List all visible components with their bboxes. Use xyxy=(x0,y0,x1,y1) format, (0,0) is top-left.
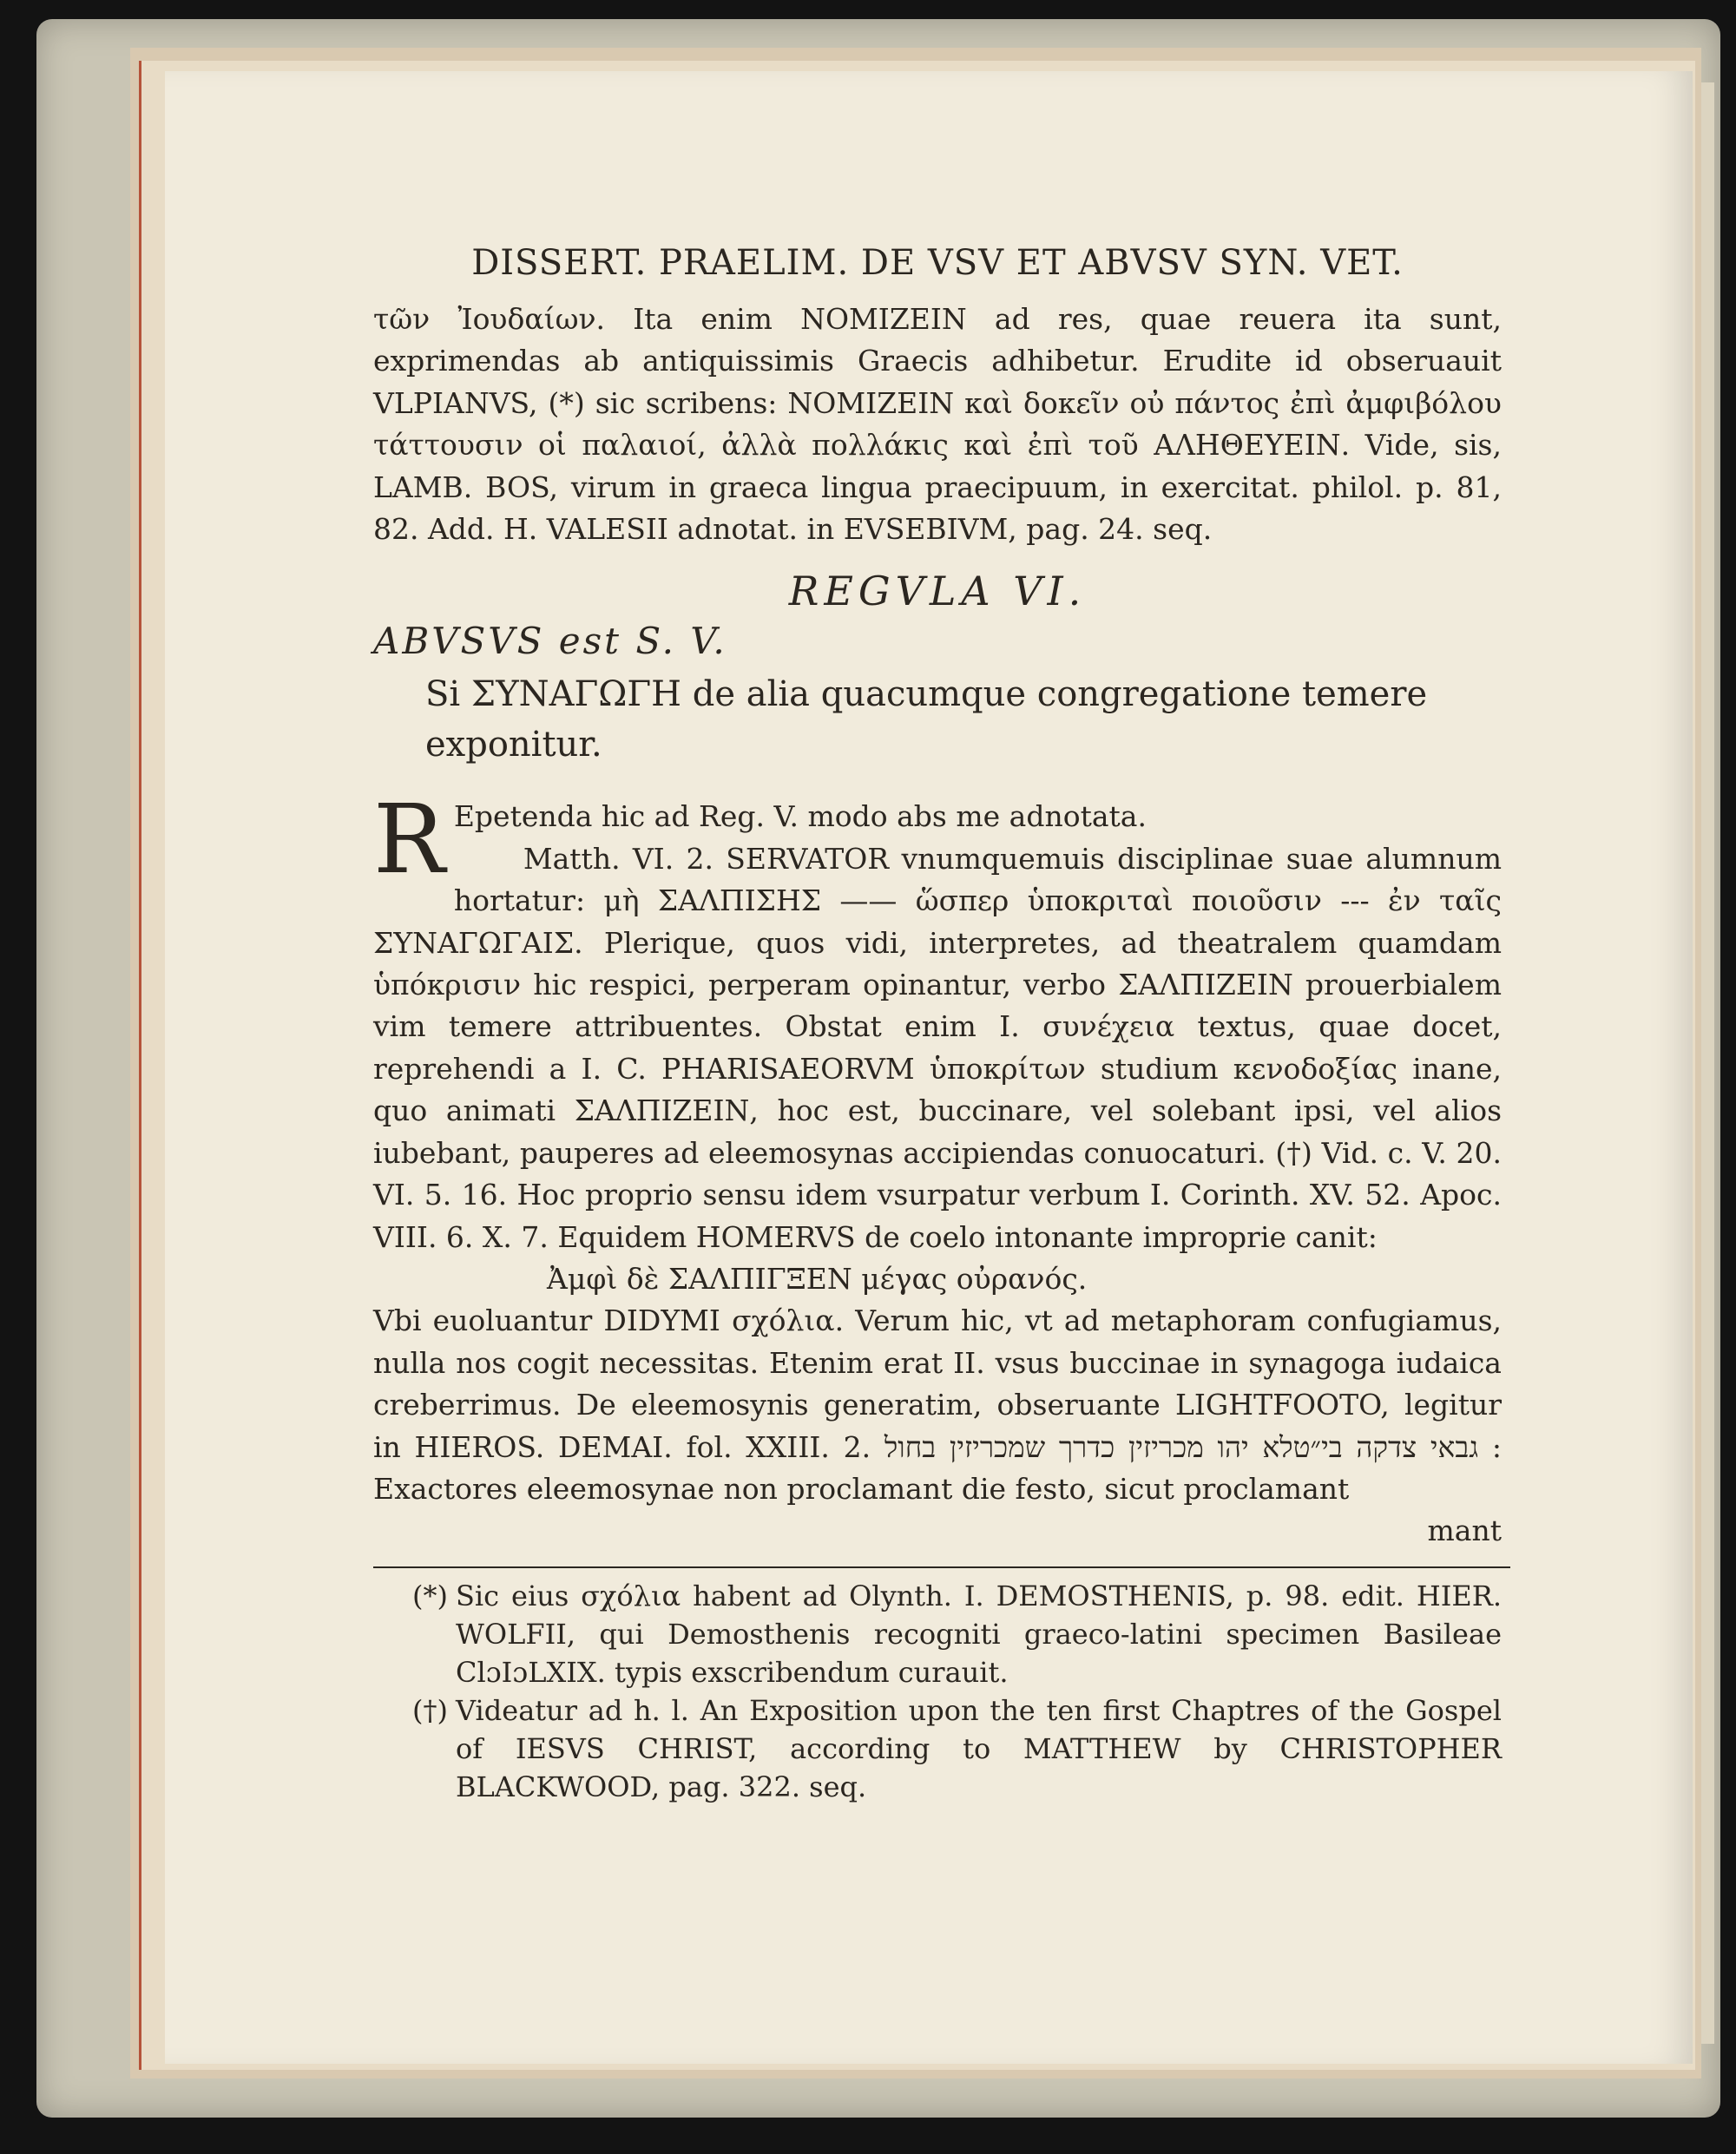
rule-heading: REGVLA VI. xyxy=(788,568,1087,615)
rule-statement: Si ΣΥΝΑΓΩΓΗ de alia quacumque congregatione temere exponitur. xyxy=(425,674,1428,765)
paragraph-3: Vbi euoluantur DIDYMI σχόλια. Verum hic, vt ad metaphoram confugiamus, nulla nos cogit necessitas. Etenim erat II. vsus buccinae in synagoga iudaica creberrimus. De eleemosynis generatim, obseruante LIGHTFOOTO, legitur in HIEROS. DEMAI. fol. XXIII. 2. גבאי צדקה בי״טלא יהו מכריזין כדרך שמכריזין בחול : Exactores eleemosynae non proclamant die festo, sicut proclamant xyxy=(373,1304,1503,1506)
drop-cap: R xyxy=(373,784,445,896)
verse-quote: Ἀμφὶ δὲ ΣΑΛΠΙΓΞΕΝ μέγας οὐρανός. xyxy=(547,1261,1088,1296)
footnote-2: (†) Videatur ad h. l. An Exposition upon the ten first Chaptres of the Gospel of IESVS CHRIST, according to MATTHEW by CHRISTOPHER BLACKWOOD, pag. 322. seq. xyxy=(373,1691,1502,1806)
footnote-mark-dagger: (†) xyxy=(412,1693,448,1727)
abusus-label: ABVSVS est S. V. xyxy=(373,620,727,663)
footnote-1: (*) Sic eius σχόλια habent ad Olynth. I. DEMOSTHENIS, p. 98. edit. HIER. WOLFII, qui Demosthenis recogniti graeco-latini specimen Basileae ClɔIɔLXIX. typis exscribendum curauit. xyxy=(373,1577,1502,1691)
paragraph-2: Matth. VI. 2. SERVATOR vnumquemuis disciplinae suae alumnum hortatur: μὴ ΣΑΛΠΙΣΗΣ —— ὥσπερ ὑποκριταὶ ποιοῦσιν --- ἐν ταῖς ΣΥΝΑΓΩΓΑΙΣ. Plerique, quos vidi, interpretes, ad theatralem quamdam ὑπόκρισιν hic respici, perperam opinantur, verbo ΣΑΛΠΙΖΕΙΝ prouerbialem vim temere attribuentes. Obstat enim I. συνέχεια textus, quae docet, reprehendi a I. C. PHARISAEORVM ὑποκρίτων studium κενοδοξίας inane, quo animati ΣΑΛΠΙΖΕΙΝ, hoc est, buccinare, vel solebant ipsi, vel alios iubebant, pauperes ad eleemosynas accipiendas conuocaturi. (†) Vid. c. V. 20. VI. 5. 16. Hoc proprio sensu idem vsurpatur verbum I. Corinth. XV. 52. Apoc. VIII. 6. X. 7. Equidem HOMERVS de coelo intonante improprie canit: xyxy=(373,841,1502,1254)
footnote-mark-asterisk: (*) xyxy=(412,1579,448,1612)
main-text xyxy=(373,784,1503,1552)
running-head: DISSERT. PRAELIM. DE VSV ET ABVSV SYN. VET. xyxy=(471,243,1404,283)
footnote-rule xyxy=(373,1566,1510,1568)
page-content xyxy=(373,234,1502,1806)
paragraph-1: R Epetenda hic ad Reg. V. modo abs me adnotata. xyxy=(373,784,1147,896)
intro-paragraph: τῶν Ἰουδαίων. Ita enim NOMIZEIN ad res, quae reuera ita sunt, exprimendas ab antiquissimis Graecis adhibetur. Erudite id obseruauit VLPIANVS, (*) sic scribens: NOMIZEIN καὶ δοκεῖν οὐ πάντος ἐπὶ ἀμφιβόλου τάττουσιν οἱ παλαιοί, ἀλλὰ πολλάκις καὶ ἐπὶ τοῦ ΑΛΗΘΕΥΕΙΝ. Vide, sis, LAMB. BOS, virum in graeca lingua praecipuum, in exercitat. philol. p. 81, 82. Add. H. VALESII adnotat. in EVSEBIVM, pag. 24. seq. xyxy=(373,302,1502,547)
catchword: mant xyxy=(1427,1514,1502,1548)
